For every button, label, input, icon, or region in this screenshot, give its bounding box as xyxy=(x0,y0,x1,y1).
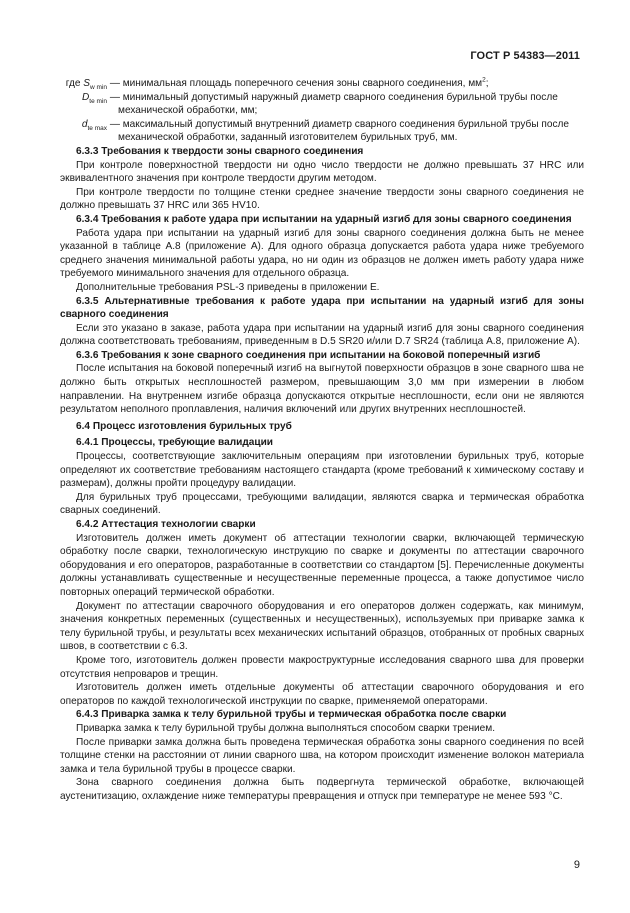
paragraph: Работа удара при испытании на ударный изгиб для зоны сварного соединения должна быть не менее указанной в таблице А.8 (приложение А). Для одного образца допускается работа удара ниже требуемого среднего значения минимальной работы удара, но ни один из образцов не должен иметь работу удара ниже требуемого минимального значения для отдельного образца. xyxy=(60,227,584,280)
definition-prefix: где xyxy=(65,78,81,89)
definition-dash: — xyxy=(109,91,120,103)
definition-subscript: w min xyxy=(90,84,107,92)
paragraph: При контроле твердости по толщине стенки среднее значение твердости зоны сварного соединения не должно превышать 37 HRC или 365 HV10. xyxy=(60,186,584,212)
paragraph: Приварка замка к телу бурильной трубы должна выполняться способом сварки трением. xyxy=(76,722,496,734)
section-heading: 6.4 Процесс изготовления бурильных труб xyxy=(76,420,292,432)
page-number: 9 xyxy=(573,859,580,871)
definition-symbol: d xyxy=(81,118,88,130)
section-heading: 6.3.6 Требования к зоне сварного соединения при испытании на боковой поперечный изгиб xyxy=(76,349,541,361)
section-heading: 6.4.3 Приварка замка к телу бурильной трубы и термическая обработка после сварки xyxy=(76,709,507,721)
paragraph: После испытания на боковой поперечный изгиб на выгнутой поверхности образцов в зоне сварного шва не должно быть открытых несплошностей размером, превышающим 3,0 мм при измерении в любом направлении. На внутреннем изгибе образца допускаются открытые несплошности, если они не являются результатом неполного проплавления, наличия включений или других внутренних несплошностей. xyxy=(60,363,584,416)
definition-symbol: S xyxy=(83,78,91,89)
section-heading: 6.3.5 Альтернативные требования к работе удара при испытании на ударный изгиб для зоны сварного соединения xyxy=(60,295,584,321)
section-heading: 6.4.1 Процессы, требующие валидации xyxy=(76,437,273,449)
definition-dash: — xyxy=(109,118,120,130)
definition-item xyxy=(60,91,584,105)
definition-superscript: 2 xyxy=(482,76,486,84)
definition-text: минимальный допустимый наружный диаметр сварного соединения бурильной трубы после xyxy=(122,91,558,103)
definition-text: максимальный допустимый внутренний диаметр сварного соединения бурильной трубы после xyxy=(122,118,570,130)
definition-continuation: механической обработки, мм; xyxy=(118,105,258,117)
definition-subscript: te min xyxy=(89,97,107,105)
paragraph: Для бурильных труб процессами, требующими валидации, являются сварка и термическая обработка сварных соединений. xyxy=(60,491,584,517)
section-heading: 6.3.4 Требования к работе удара при испытании на ударный изгиб для зоны сварного соединения xyxy=(76,213,572,225)
definition-dash: — xyxy=(109,78,120,89)
definition-item xyxy=(60,118,584,132)
paragraph: Если это указано в заказе, работа удара при испытании на ударный изгиб для зоны сварного соединения должна соответствовать требованиям, приведенным в D.5 SR20 и/или D.7 SR24 (таблица А.8, приложение А). xyxy=(60,322,584,348)
definition-text: минимальная площадь поперечного сечения зоны сварного соединения, мм xyxy=(122,78,483,89)
standard-header: ГОСТ Р 54383—2011 xyxy=(470,50,580,62)
paragraph: Кроме того, изготовитель должен провести макроструктурные исследования сварного шва для проверки отсутствия непроваров и трещин. xyxy=(60,654,584,680)
paragraph: Дополнительные требования PSL-3 приведены в приложении Е. xyxy=(76,281,380,293)
paragraph: После приварки замка должна быть проведена термическая обработка зоны сварного соединения по всей толщине стенки на расстоянии от линии сварного шва, на котором происходит изменение волокон материала замка и тела бурильной трубы в процессе сварки. xyxy=(60,736,584,775)
definition-symbol: D xyxy=(82,91,90,103)
paragraph: Процессы, соответствующие заключительным операциям при изготовлении бурильных труб, которые определяют их соответствие требованиям настоящего стандарта (кроме требований к химическому составу и размерам), должны пройти процедуру валидации. xyxy=(60,451,584,490)
paragraph: Зона сварного соединения должна быть подвергнута термической обработке, включающей аустенитизацию, охлаждение ниже температуры превращения и отпуск при температуре не менее 593 °С. xyxy=(60,777,584,802)
paragraph: Документ по аттестации сварочного оборудования и его операторов должен содержать, как минимум, значения конкретных переменных (существенных и несущественных), используемых при приварке замка к телу бурильной трубы, и результаты всех механических испытаний образцов, отобранных от пробных сварных швов, в соответствии с 6.3. xyxy=(60,600,584,653)
definition-item: где $S_{w min}$ — минимальная площадь поперечного сечения зоны сварного соединения, $мм^2$; xyxy=(65,76,489,92)
definition-subscript: te max xyxy=(87,124,107,132)
section-heading: 6.4.2 Аттестация технологии сварки xyxy=(76,519,256,530)
page-content xyxy=(60,77,584,803)
section-heading: 6.3.3 Требования к твердости зоны сварного соединения xyxy=(76,145,364,157)
paragraph: Изготовитель должен иметь отдельные документы об аттестации сварочного оборудования и его операторов по каждой технологической инструкции по сварке, применяемой операторами. xyxy=(60,682,584,707)
definition-continuation: механической обработки, заданный изготовителем бурильных труб, мм. xyxy=(118,132,458,144)
paragraph: При контроле поверхностной твердости ни одно число твердости не должно превышать 37 HRC или эквивалентного значения при контроле твердости другим методом. xyxy=(60,159,584,185)
paragraph: Изготовитель должен иметь документ об аттестации технологии сварки, включающей термическую обработку после сварки, технологическую инструкцию по сварке и документы по аттестации сварочного оборудования и его операторов, разработанные в соответствии со стандартом [5]. Перечисленные документы должны устанавливать существенные и несущественные переменные процесса, а также допустимое число повторных операций термической обработки. xyxy=(60,532,584,598)
